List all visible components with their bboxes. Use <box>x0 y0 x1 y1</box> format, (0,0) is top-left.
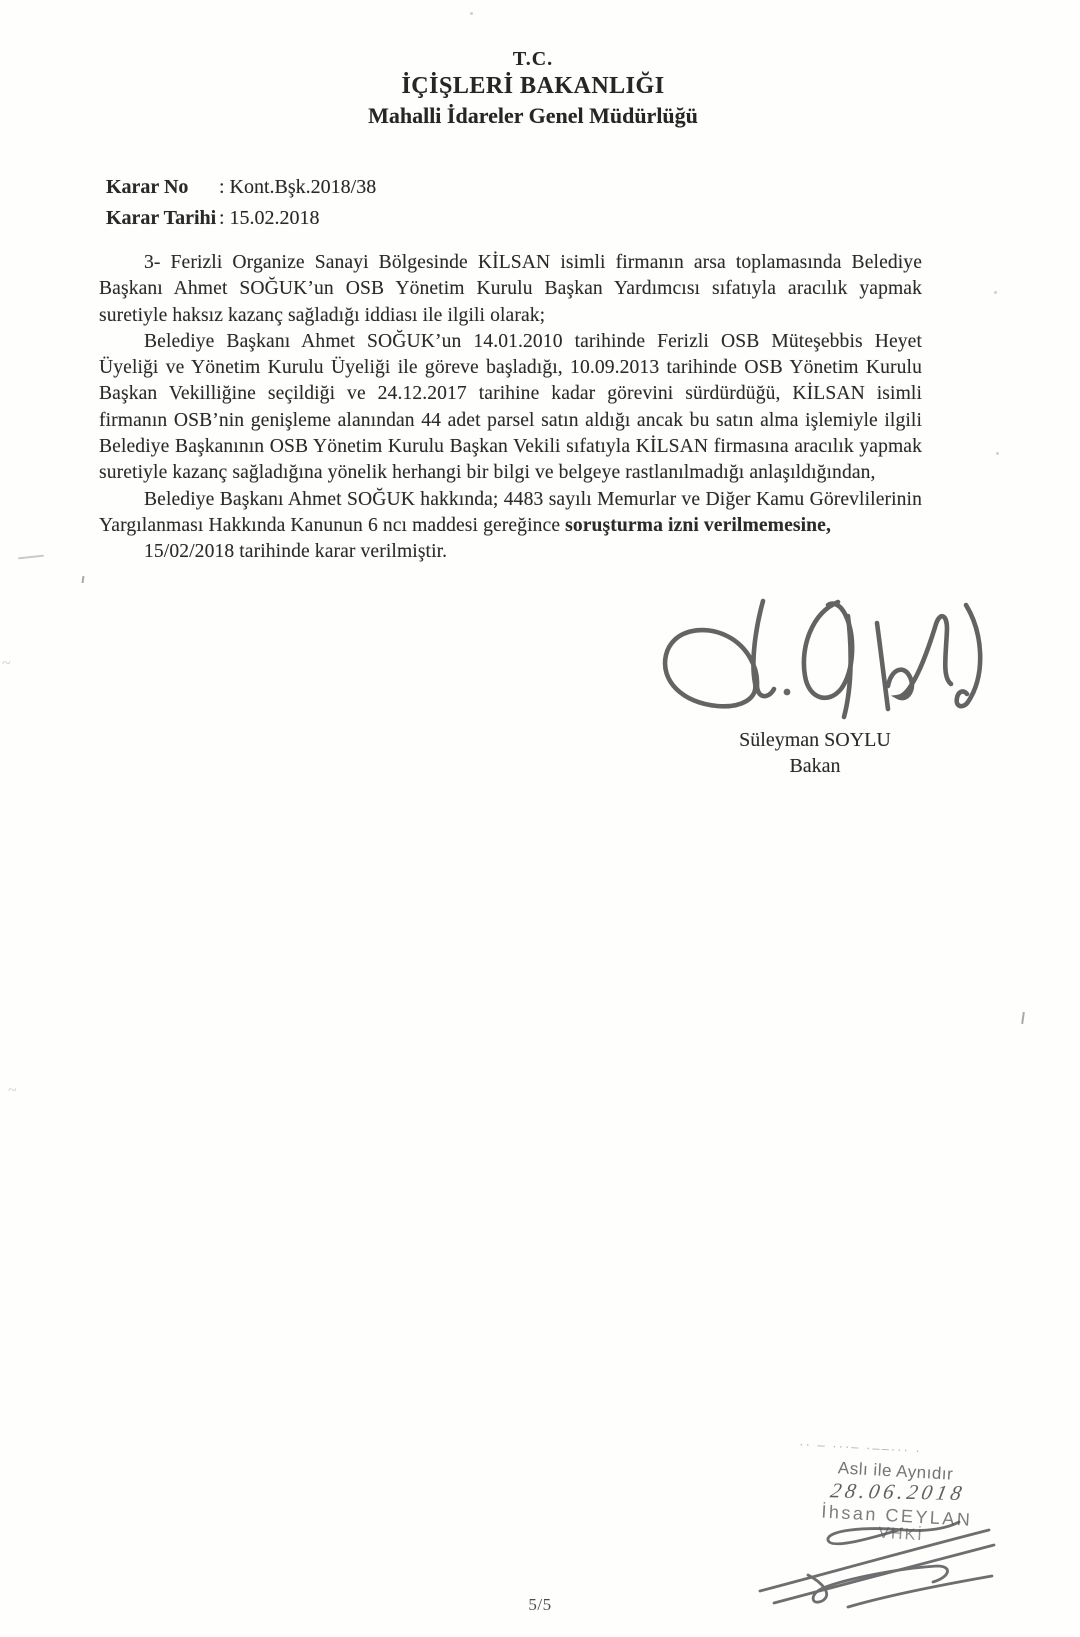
minister-name: Süleyman SOYLU <box>739 729 891 751</box>
decision-meta <box>106 172 376 234</box>
paragraph-ruling <box>99 487 922 540</box>
paragraph-allegation-text: 3- Ferizli Organize Sanayi Bölgesinde KİLSAN isimli firmanın arsa toplamasında Belediye Başkanı Ahmet SOĞUK’un OSB Yönetim Kurulu Başkan Yardımcısı sıfatıyla aracılık yapmak suretiyle haksız kazanç sağladığı iddiası ile ilgili olarak; <box>99 252 922 326</box>
decision-date-row <box>106 203 376 234</box>
stamp-faded-line: ·· – ···– ·––··· · <box>798 1436 923 1458</box>
scan-artifact-dot <box>470 12 473 15</box>
scan-artifact-dot <box>994 291 997 294</box>
paragraph-allegation <box>99 250 922 329</box>
stamp-clerk-name: İhsan CEYLAN <box>820 1501 973 1530</box>
paragraph-decision-date <box>99 539 922 565</box>
letterhead <box>0 48 1066 129</box>
scan-artifact-dash <box>18 555 44 560</box>
minister-signature-icon <box>645 585 985 735</box>
minister-signature-block <box>645 585 985 779</box>
decision-body <box>99 250 922 566</box>
paragraph-ruling-text: Belediye Başkanı Ahmet SOĞUK hakkında; 4483 sayılı Memurlar ve Diğer Kamu Görevlilerinin Yargılanması Hakkında Kanunun 6 ncı maddesi gereğince <box>99 488 922 536</box>
letterhead-directorate: Mahalli İdareler Genel Müdürlüğü <box>368 103 698 128</box>
paragraph-findings <box>99 329 922 487</box>
decision-no-label: Karar No <box>106 176 189 198</box>
scan-artifact-tilde: ~ <box>8 1082 17 1099</box>
scan-artifact-tilde: ~ <box>2 655 11 672</box>
decision-no-row <box>106 172 376 203</box>
letterhead-tc: T.C. <box>512 48 554 70</box>
paragraph-decision-date-text: 15/02/2018 tarihinde karar verilmiştir. <box>144 541 448 563</box>
paragraph-findings-text: Belediye Başkanı Ahmet SOĞUK’un 14.01.2010 tarihinde Ferizli OSB Müteşebbis Heyet Üyeliği ve Yönetim Kurulu Üyeliği ile göreve başladığı, 10.09.2013 tarihinde OSB Yönetim Kurulu Başkan Vekilliğine seçildiği ve 24.12.2017 tarihine kadar görevini sürdürdüğü, KİLSAN isimli firmanın OSB’nin genişleme alanından 44 adet parsel satın aldığı ancak bu satın alma işlemiyle ilgili Belediye Başkanının OSB Yönetim Kurulu Başkan Vekili sıfatıyla KİLSAN firmasına aracılık yapmak suretiyle kazanç sağladığına yönelik herhangi bir bilgi ve belgeye rastlanılmadığı anlaşıldığından, <box>99 330 922 484</box>
scan-artifact-dot <box>996 452 999 455</box>
paragraph-ruling-bold-text: soruşturma izni verilmemesine, <box>565 514 831 536</box>
stamp-clerk-title: VHKİ <box>877 1524 925 1545</box>
scan-artifact-tick <box>1021 1012 1025 1024</box>
letterhead-ministry: İÇİŞLERİ BAKANLIĞI <box>401 73 665 99</box>
scan-artifact-tick <box>82 576 85 583</box>
minister-title: Bakan <box>789 755 841 777</box>
decision-date-label: Karar Tarihi <box>106 207 217 229</box>
stamp-handwritten-date: 28.06.2018 <box>828 1478 968 1506</box>
page-number: 5/5 <box>528 1595 552 1614</box>
decision-no-value: : Kont.Bşk.2018/38 <box>219 176 377 198</box>
decision-date-value: : 15.02.2018 <box>219 207 320 229</box>
stamp-certify-text: Aslı ile Aynıdır <box>837 1458 954 1484</box>
